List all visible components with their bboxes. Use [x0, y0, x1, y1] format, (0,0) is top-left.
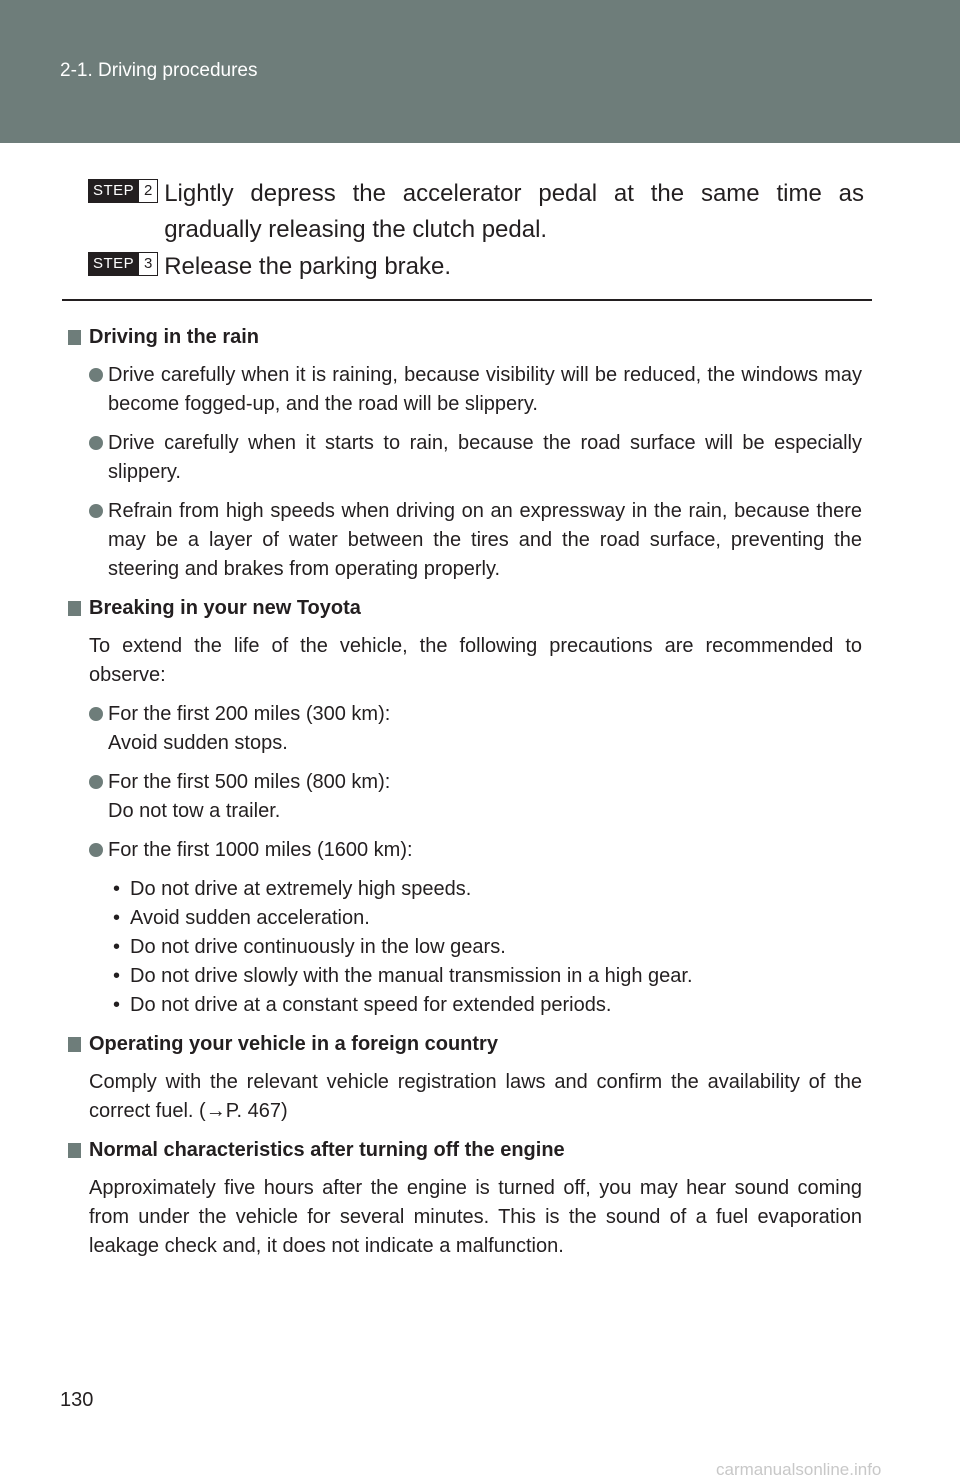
rain-heading — [68, 323, 862, 352]
list-item — [68, 361, 862, 419]
item-line: For the first 200 miles (300 km): — [108, 703, 391, 725]
item-line: For the first 500 miles (800 km): — [108, 771, 391, 793]
circle-bullet-icon — [89, 436, 103, 450]
circle-bullet-icon — [89, 707, 103, 721]
sub-list-item: • Do not drive continuously in the low gears. — [108, 933, 862, 962]
heading-text: Breaking in your new Toyota — [89, 597, 361, 619]
heading-text: Driving in the rain — [89, 326, 260, 348]
sub-list — [68, 875, 862, 1020]
circle-bullet-icon — [89, 504, 103, 518]
breakin-intro: To extend the life of the vehicle, the following precautions are recommended to observe: — [89, 635, 862, 686]
item-text: Drive carefully when it is raining, because visibility will be reduced, the windows may become fogged-up, and the road will be slippery. — [108, 364, 862, 415]
square-bullet-icon — [68, 1037, 81, 1052]
normal-text: Approximately five hours after the engine is turned off, you may hear sound coming from under the vehicle for several minutes. This is the sound of a fuel evaporation leakage check and, it does not indicate a malfunction. — [89, 1177, 862, 1257]
step-label: STEP — [89, 180, 139, 202]
divider — [62, 299, 872, 301]
foreign-heading — [68, 1030, 862, 1059]
circle-bullet-icon — [89, 368, 103, 382]
notes-section — [68, 323, 862, 1271]
section-title: 2-1. Driving procedures — [60, 60, 258, 81]
item-line: Do not tow a trailer. — [108, 800, 281, 822]
list-item — [68, 768, 862, 826]
breakin-heading — [68, 594, 862, 623]
step-text: Release the parking brake. — [164, 253, 452, 280]
sub-list-item: • Do not drive at extremely high speeds. — [108, 875, 862, 904]
normal-heading — [68, 1136, 862, 1165]
item-line: Avoid sudden stops. — [108, 732, 288, 754]
item-line: For the first 1000 miles (1600 km): — [108, 839, 413, 861]
heading-text: Normal characteristics after turning off the engine — [89, 1139, 565, 1161]
watermark: carmanualsonline.info — [716, 1460, 882, 1479]
step-badge — [88, 179, 158, 203]
list-item — [68, 836, 862, 865]
square-bullet-icon — [68, 1143, 81, 1158]
step-badge — [88, 252, 158, 276]
page-header — [0, 0, 960, 143]
heading-text: Operating your vehicle in a foreign country — [89, 1033, 498, 1055]
list-item — [68, 429, 862, 487]
foreign-text: Comply with the relevant vehicle registration laws and confirm the availability of the correct fuel. (→P. 467) — [89, 1071, 862, 1122]
item-text: Refrain from high speeds when driving on an expressway in the rain, because there may be a layer of water between the tires and the road surface, preventing the steering and brakes from operating properly. — [108, 500, 862, 580]
step-text: Lightly depress the accelerator pedal at the same time as gradually releasing the clutch pedal. — [164, 180, 864, 243]
circle-bullet-icon — [89, 775, 103, 789]
sub-list-item: • Do not drive at a constant speed for extended periods. — [108, 991, 862, 1020]
circle-bullet-icon — [89, 843, 103, 857]
square-bullet-icon — [68, 601, 81, 616]
list-item — [68, 497, 862, 584]
step-number: 2 — [139, 180, 157, 202]
sub-list-item: • Do not drive slowly with the manual transmission in a high gear. — [108, 962, 862, 991]
page-number: 130 — [60, 1389, 94, 1411]
item-text: Drive carefully when it starts to rain, because the road surface will be especially slippery. — [108, 432, 862, 483]
step-label: STEP — [89, 253, 139, 275]
sub-list-item: • Avoid sudden acceleration. — [108, 904, 862, 933]
step-3 — [88, 249, 864, 285]
step-2 — [88, 176, 864, 248]
list-item — [68, 700, 862, 758]
square-bullet-icon — [68, 330, 81, 345]
step-number: 3 — [139, 253, 157, 275]
